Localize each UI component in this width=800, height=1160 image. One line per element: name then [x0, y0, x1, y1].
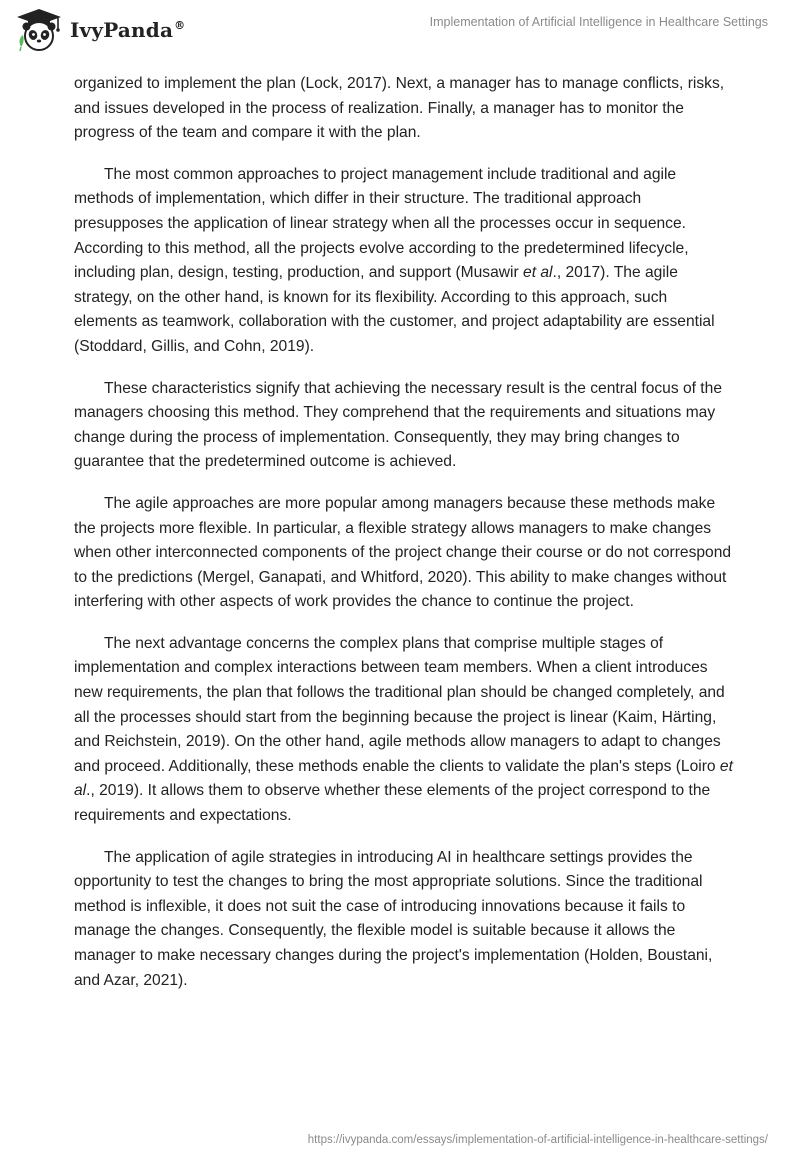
essay-body — [74, 72, 734, 1010]
paragraph: The application of agile strategies in introducing AI in healthcare settings provides the opportunity to test the changes to bring the most appropriate solutions. Since the traditional method is inflexible, it does not suit the case of introducing innovations because it fails to manage the changes. Consequently, the flexible model is suitable because it allows the manager to make necessary changes during the project's implementation (Holden, Boustani, and Azar, 2021). — [74, 848, 713, 989]
paragraph: These characteristics signify that achieving the necessary result is the central focus of the managers choosing this method. They comprehend that the requirements and situations may change during the process of implementation. Consequently, they may bring changes to guarantee that the predetermined outcome is achieved. — [74, 379, 722, 471]
brand-name: IvyPanda® — [70, 18, 186, 42]
ivypanda-logo[interactable] — [14, 6, 185, 54]
paragraph: organized to implement the plan (Lock, 2017). Next, a manager has to manage conflicts, risks, and issues developed in the process of realization. Finally, a manager has to monitor the progress of the team and compare it with the plan. — [74, 75, 725, 142]
document-title: Implementation of Artificial Intelligence in Healthcare Settings — [429, 15, 768, 29]
paragraph: The most common approaches to project management include traditional and agile methods of implementation, which differ in their structure. The traditional approach presupposes the application of linear strategy when all the processes occur in sequence. According to this method, all the projects evolve according to the predetermined lifecycle, including plan, design, testing, production, and support (Musawir et al., 2017). The agile strategy, on the other hand, is known for its flexibility. According to this approach, such elements as teamwork, collaboration with the customer, and project adaptability are essential (Stoddard, Gillis, and Cohn, 2019). — [74, 165, 715, 355]
paragraph: The next advantage concerns the complex plans that comprise multiple stages of implementation and complex interactions between team members. When a client introduces new requirements, the plan that follows the traditional plan should be changed completely, and all the processes should start from the beginning because the project is linear (Kaim, Härting, and Reichstein, 2019). On the other hand, agile methods allow managers to adapt to changes and proceed. Additionally, these methods enable the clients to validate the plan's steps (Loiro et al., 2019). It allows them to observe whether these elements of the project correspond to the requirements and expectations. — [74, 634, 733, 825]
page-header — [0, 0, 800, 60]
paragraph: The agile approaches are more popular among managers because these methods make the projects more flexible. In particular, a flexible strategy allows managers to make changes when other interconnected components of the project change their course or do not correspond to the predictions (Mergel, Ganapati, and Whitford, 2020). This ability to make changes without interfering with other aspects of work provides the chance to continue the project. — [74, 494, 732, 611]
panda-graduate-icon — [14, 7, 64, 53]
source-url[interactable]: https://ivypanda.com/essays/implementation-of-artificial-intelligence-in-healthcare-settings/ — [307, 1134, 768, 1146]
